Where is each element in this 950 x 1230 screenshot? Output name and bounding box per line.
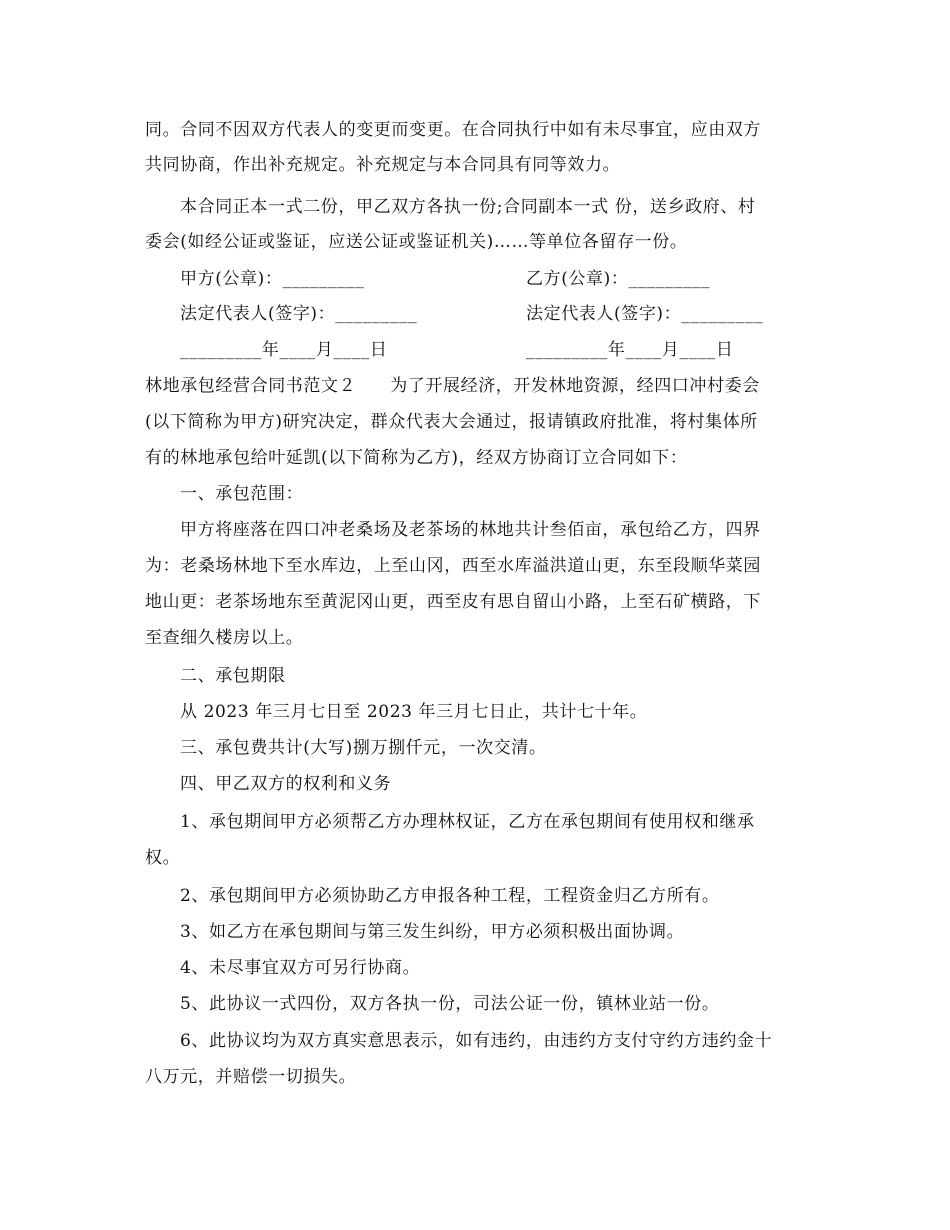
- paragraph-line: 地山更：老茶场地东至黄泥冈山更，西至皮有思自留山小路，上至石矿横路，下: [145, 592, 761, 612]
- clause-line: 5、此协议一式四份，双方各执一份，司法公证一份，镇林业站一份。: [180, 994, 720, 1014]
- paragraph-line: 同。合同不因双方代表人的变更而变更。在合同执行中如有未尽事宜，应由双方: [145, 120, 761, 140]
- clause-line: 4、未尽事宜双方可另行协商。: [180, 958, 421, 978]
- paragraph-line: 本合同正本一式二份，甲乙双方各执一份;合同副本一式 份，送乡政府、村: [180, 197, 756, 217]
- party-a-representative: 法定代表人(签字)：_________: [180, 304, 418, 324]
- clause-line: 1、承包期间甲方必须帮乙方办理林权证，乙方在承包期间有使用权和继承: [180, 812, 755, 832]
- paragraph-line: 从 2023 年三月七日至 2023 年三月七日止，共计七十年。: [180, 702, 648, 722]
- party-b-seal: 乙方(公章)：_________: [526, 269, 711, 289]
- paragraph-line: 有的林地承包给叶延凯(以下简称为乙方)，经双方协商订立合同如下：: [145, 448, 688, 468]
- sample-heading-line: [145, 374, 760, 398]
- paragraph-line: 为：老桑场林地下至水库边，上至山冈，西至水库溢洪道山更，东至段顺华菜园: [145, 556, 761, 576]
- party-a-date: _________年____月____日: [180, 340, 388, 360]
- clause-line: 3、如乙方在承包期间与第三发生纠纷，甲方必须积极出面协调。: [180, 922, 685, 942]
- clause-line: 权。: [145, 848, 181, 868]
- paragraph-line: 委会(如经公证或鉴证，应送公证或鉴证机关)……等单位各留存一份。: [145, 232, 688, 252]
- party-a-seal: 甲方(公章)：_________: [180, 269, 365, 289]
- section-heading: 一、承包范围：: [180, 484, 304, 504]
- clause-line: 八万元，并赔偿一切损失。: [145, 1067, 357, 1087]
- party-b-date: _________年____月____日: [526, 340, 734, 360]
- party-b-representative: 法定代表人(签字)：_________: [526, 304, 764, 324]
- sample-title: 林地承包经营合同书范文２: [145, 376, 357, 396]
- clause-line: 6、此协议均为双方真实意思表示，如有违约，由违约方支付守约方违约金十: [180, 1031, 773, 1051]
- section-heading: 四、甲乙双方的权利和义务: [180, 774, 392, 794]
- paragraph-text: 为了开展经济，开发林地资源，经四口冲村委会: [390, 376, 760, 396]
- clause-line: 2、承包期间甲方必须协助乙方申报各种工程，工程资金归乙方所有。: [180, 886, 720, 906]
- section-heading: 三、承包费共计(大写)捌万捌仟元，一次交清。: [180, 738, 547, 758]
- paragraph-line: 至查细久楼房以上。: [145, 628, 304, 648]
- paragraph-line: 共同协商，作出补充规定。补充规定与本合同具有同等效力。: [145, 155, 621, 175]
- paragraph-line: 甲方将座落在四口冲老桑场及老茶场的林地共计叁佰亩，承包给乙方，四界: [180, 520, 761, 540]
- paragraph-line: (以下简称为甲方)研究决定，群众代表大会通过，报请镇政府批准，将村集体所: [145, 412, 758, 432]
- section-heading: 二、承包期限: [180, 666, 286, 686]
